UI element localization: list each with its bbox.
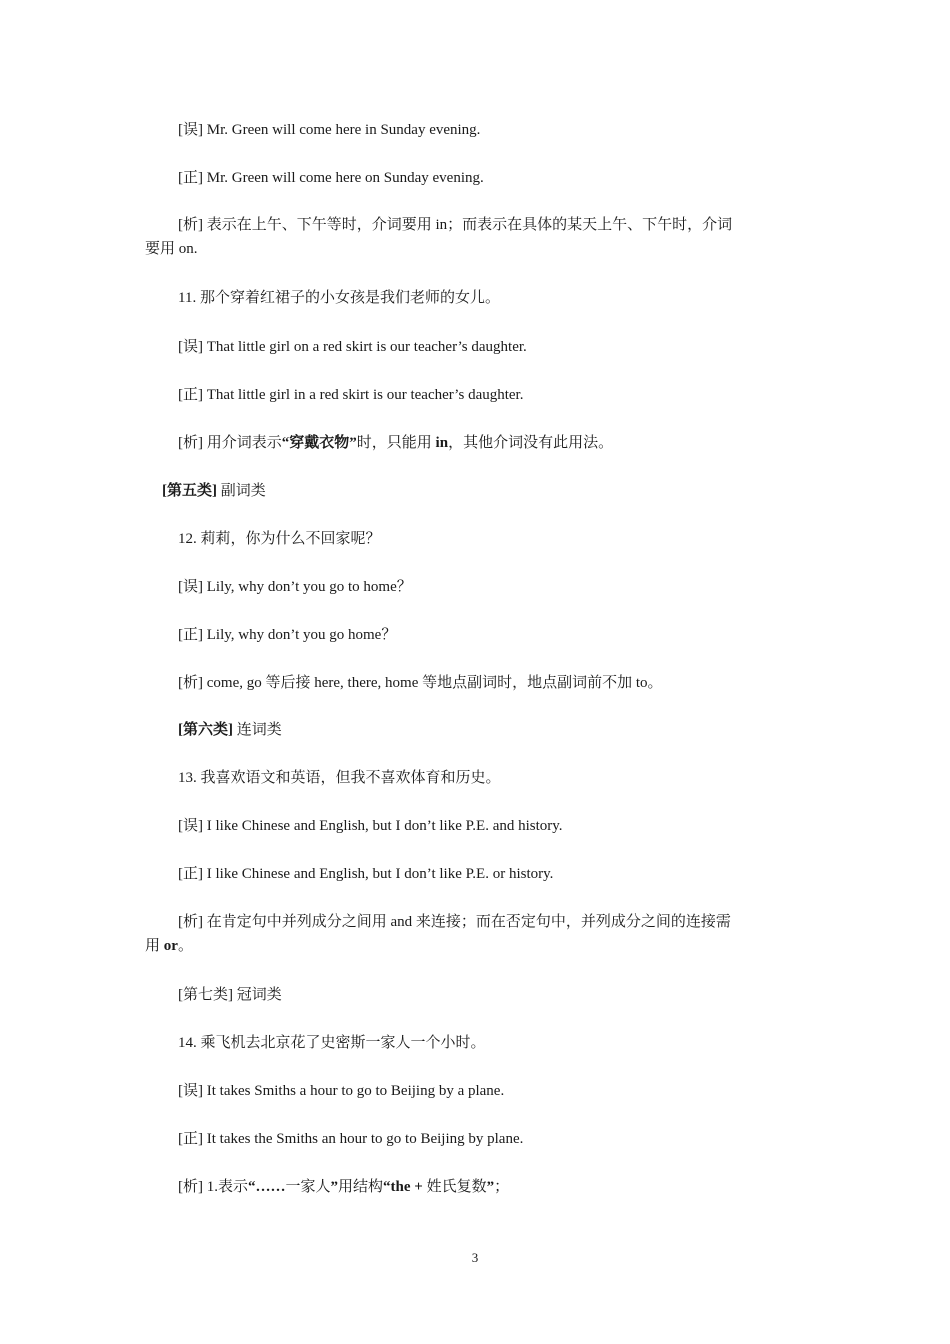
analysis-text: 一家人	[285, 1179, 331, 1195]
category-title: 副词类	[217, 483, 266, 499]
analysis-text: ；	[494, 1179, 510, 1195]
right-sentence: Lily, why don’t you go home？	[203, 627, 397, 643]
analysis-text: 用介词表示	[203, 435, 282, 451]
category-title: 连词类	[233, 722, 282, 738]
category-tag: [第七类]	[178, 987, 233, 1003]
wrong-tag: [误]	[178, 579, 203, 595]
right-tag: [正]	[178, 627, 203, 643]
analysis-text: 用	[145, 938, 164, 954]
wrong-tag: [误]	[178, 818, 203, 834]
wrong-tag: [误]	[178, 339, 203, 355]
analysis-tag: [析]	[178, 914, 203, 930]
question-11: 11. 那个穿着红裙子的小女孩是我们老师的女儿。	[178, 290, 500, 306]
analysis-text: 姓氏复数	[426, 1179, 487, 1195]
category-tag: [第六类]	[178, 722, 233, 738]
analysis-line-2	[145, 934, 805, 958]
wrong-sentence: I like Chinese and English, but I don’t like P.E. and history.	[203, 818, 563, 834]
right-sentence: I like Chinese and English, but I don’t like P.E. or history.	[203, 866, 554, 882]
category-6-heading	[178, 718, 282, 742]
analysis-text-1: 表示在上午、下午等时，介词要用 in；而表示在具体的某天上午、下午时，介词	[203, 217, 733, 233]
analysis-text: ，其他介词没有此用法。	[448, 435, 614, 451]
wrong-tag: [误]	[178, 1083, 203, 1099]
right-tag: [正]	[178, 866, 203, 882]
right-tag: [正]	[178, 387, 203, 403]
q13-analysis-paragraph	[145, 910, 805, 958]
q12-analysis-line	[178, 671, 663, 695]
wrong-sentence: Mr. Green will come here in Sunday evening.	[203, 122, 481, 138]
analysis-text: 用结构	[338, 1179, 384, 1195]
analysis-bold-word: in	[435, 435, 449, 451]
analysis-text: 。	[177, 938, 193, 954]
q14-wrong-line	[178, 1079, 504, 1103]
q11-analysis-line	[178, 431, 613, 455]
analysis-line-1	[145, 910, 805, 934]
question-13: 13. 我喜欢语文和英语，但我不喜欢体育和历史。	[178, 770, 501, 786]
analysis-tag: [析]	[178, 1179, 203, 1195]
page-number: 3	[471, 1250, 479, 1265]
q12-wrong-line	[178, 575, 412, 599]
q14-analysis-line	[178, 1175, 509, 1199]
example-wrong-line	[178, 118, 480, 142]
example-right-line	[178, 166, 484, 190]
analysis-text: 1.表示	[203, 1179, 249, 1195]
right-tag: [正]	[178, 1131, 203, 1147]
analysis-tag: [析]	[178, 435, 203, 451]
q13-wrong-line	[178, 814, 563, 838]
analysis-bold-structure: “the +	[383, 1179, 427, 1195]
right-sentence: Mr. Green will come here on Sunday evening.	[203, 170, 484, 186]
analysis-bold-quote: “穿戴衣物”	[281, 435, 357, 451]
q11-right-line	[178, 383, 523, 407]
analysis-line-2: 要用 on.	[145, 241, 198, 257]
analysis-bold-quote: ”	[330, 1179, 339, 1195]
q13-right-line	[178, 862, 553, 886]
category-title: 冠词类	[233, 987, 282, 1003]
q11-wrong-line	[178, 335, 527, 359]
analysis-tag: [析]	[178, 217, 203, 233]
wrong-sentence: That little girl on a red skirt is our teacher’s daughter.	[203, 339, 527, 355]
category-tag: [第五类]	[162, 483, 217, 499]
analysis-tag: [析]	[178, 675, 203, 691]
q12-right-line	[178, 623, 396, 647]
wrong-sentence: Lily, why don’t you go to home？	[203, 579, 412, 595]
question-12: 12. 莉莉，你为什么不回家呢？	[178, 531, 381, 547]
analysis-line-1	[145, 213, 805, 237]
right-sentence: It takes the Smiths an hour to go to Beijing by plane.	[203, 1131, 524, 1147]
analysis-paragraph	[145, 213, 805, 261]
analysis-text: 时，只能用	[356, 435, 436, 451]
analysis-bold-quote: “……	[248, 1179, 286, 1195]
wrong-tag: [误]	[178, 122, 203, 138]
q14-right-line	[178, 1127, 523, 1151]
right-tag: [正]	[178, 170, 203, 186]
right-sentence: That little girl in a red skirt is our teacher’s daughter.	[203, 387, 524, 403]
analysis-bold-quote: ”	[486, 1179, 495, 1195]
analysis-bold-word: or	[163, 938, 178, 954]
question-14: 14. 乘飞机去北京花了史密斯一家人一个小时。	[178, 1035, 486, 1051]
analysis-text-1: 在肯定句中并列成分之间用 and 来连接；而在否定句中，并列成分之间的连接需	[203, 914, 731, 930]
category-7-heading	[178, 983, 282, 1007]
category-5-heading	[162, 479, 266, 503]
analysis-text: come, go 等后接 here, there, home 等地点副词时，地点副词前不加 to。	[203, 675, 663, 691]
wrong-sentence: It takes Smiths a hour to go to Beijing by a plane.	[203, 1083, 505, 1099]
